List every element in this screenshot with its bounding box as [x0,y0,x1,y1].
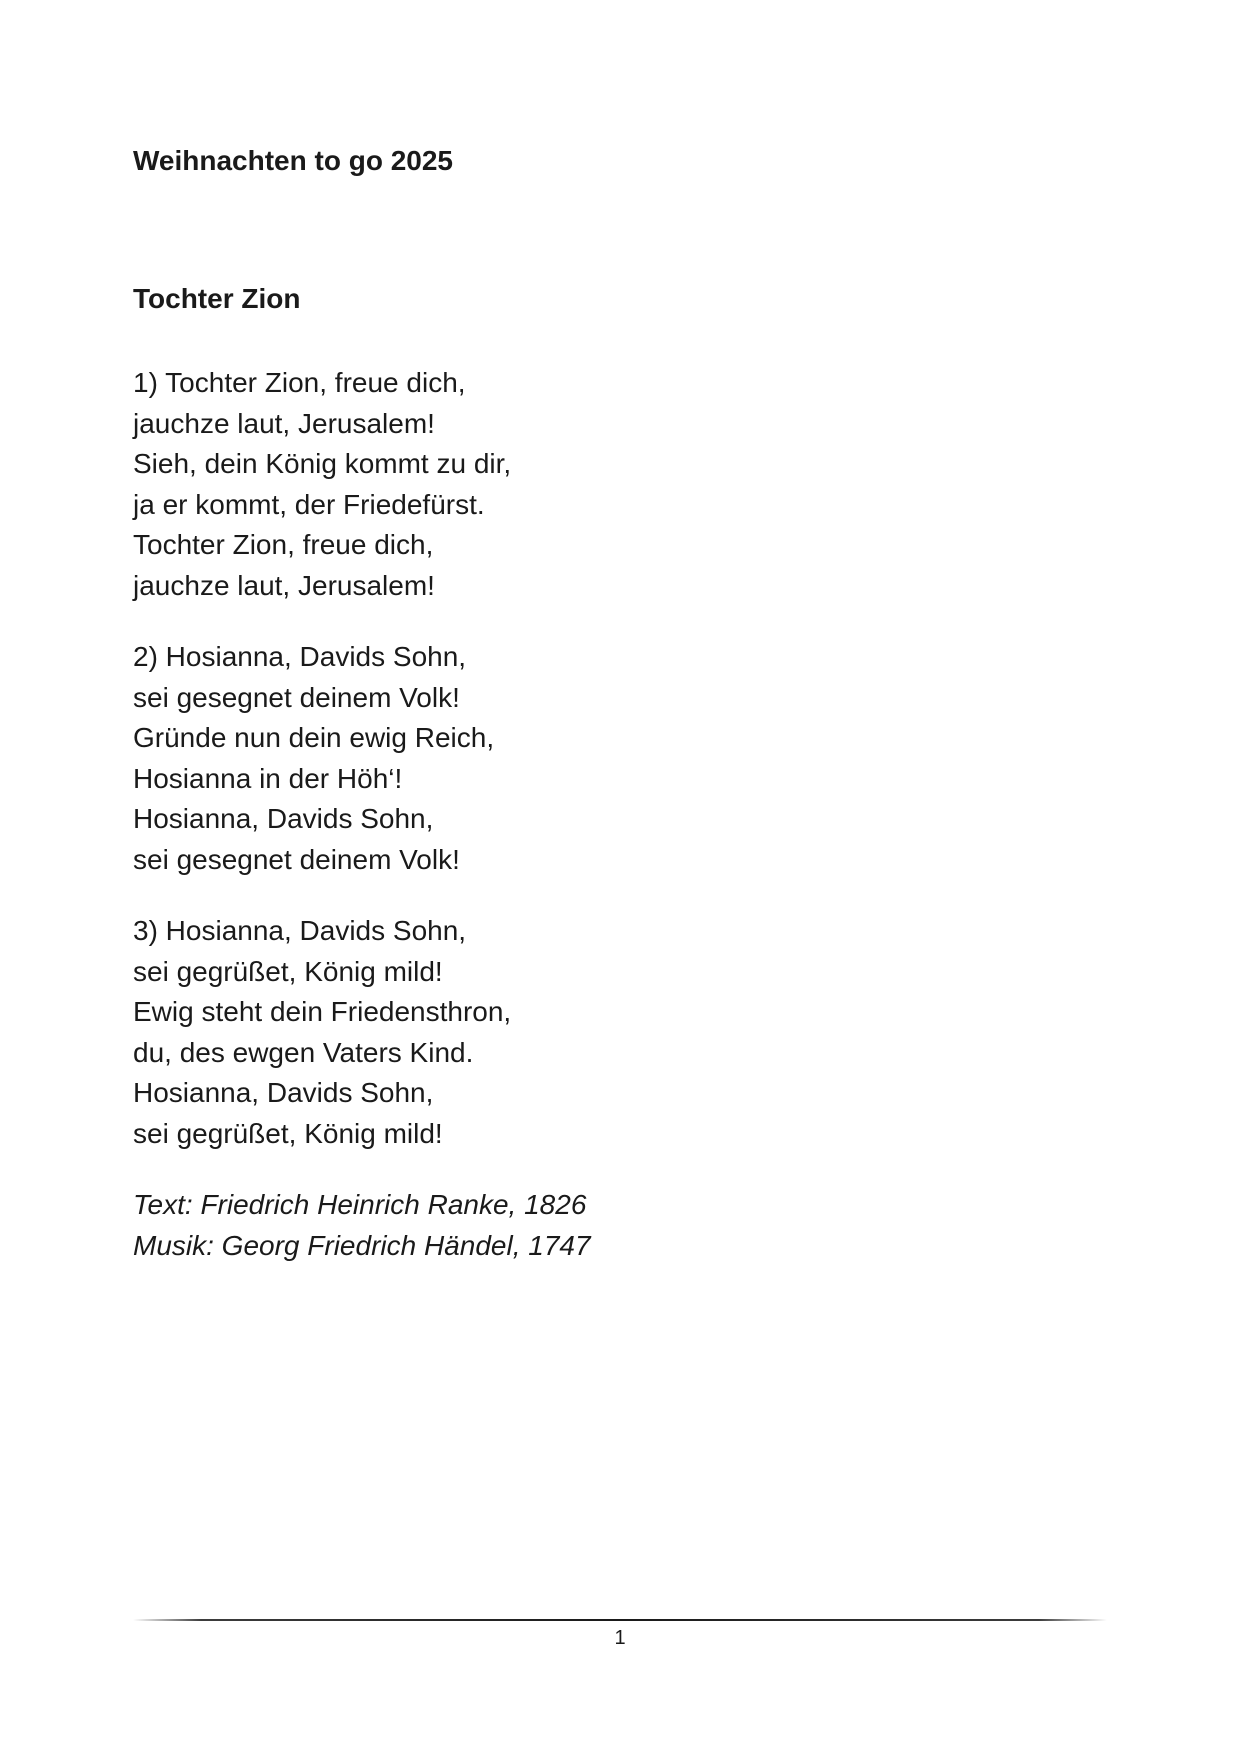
verse-2-line-4: Hosianna in der Höh‘! [133,762,403,794]
verse-1-line-4: ja er kommt, der Friedefürst. [133,488,485,520]
credit-line-text: Text: Friedrich Heinrich Ranke, 1826 [133,1189,587,1220]
verse-1 [133,363,1120,606]
verse-3-line-4: du, des ewgen Vaters Kind. [133,1036,474,1068]
verse-3-line-6: sei gegrüßet, König mild! [133,1117,443,1149]
verse-3 [133,911,1120,1154]
page-footer [133,1619,1107,1651]
document-title: Weihnachten to go 2025 [133,145,453,176]
song-title: Tochter Zion [133,283,301,314]
credit-line-music: Musik: Georg Friedrich Händel, 1747 [133,1229,591,1261]
verse-2-line-3: Gründe nun dein ewig Reich, [133,722,495,753]
verse-3-line-5: Hosianna, Davids Sohn, [133,1077,434,1108]
page-number: 1 [614,1627,626,1649]
verse-3-line-2: sei gegrüßet, König mild! [133,955,443,987]
verse-2-line-1: 2) Hosianna, Davids Sohn, [133,641,467,672]
verse-1-line-3: Sieh, dein König kommt zu dir, [133,448,512,479]
verse-2-line-6: sei gesegnet deinem Volk! [133,843,460,875]
verse-1-line-1: 1) Tochter Zion, freue dich, [133,367,466,398]
verse-2-line-5: Hosianna, Davids Sohn, [133,803,434,834]
verse-3-line-1: 3) Hosianna, Davids Sohn, [133,915,467,946]
verse-1-line-2: jauchze laut, Jerusalem! [133,407,435,439]
footer-divider [133,1619,1107,1621]
credits [133,1185,1120,1266]
verse-1-line-5: Tochter Zion, freue dich, [133,529,434,560]
verse-2-line-2: sei gesegnet deinem Volk! [133,681,460,713]
verse-2 [133,637,1120,880]
verse-3-line-3: Ewig steht dein Friedensthron, [133,996,512,1027]
verse-1-line-6: jauchze laut, Jerusalem! [133,569,435,601]
